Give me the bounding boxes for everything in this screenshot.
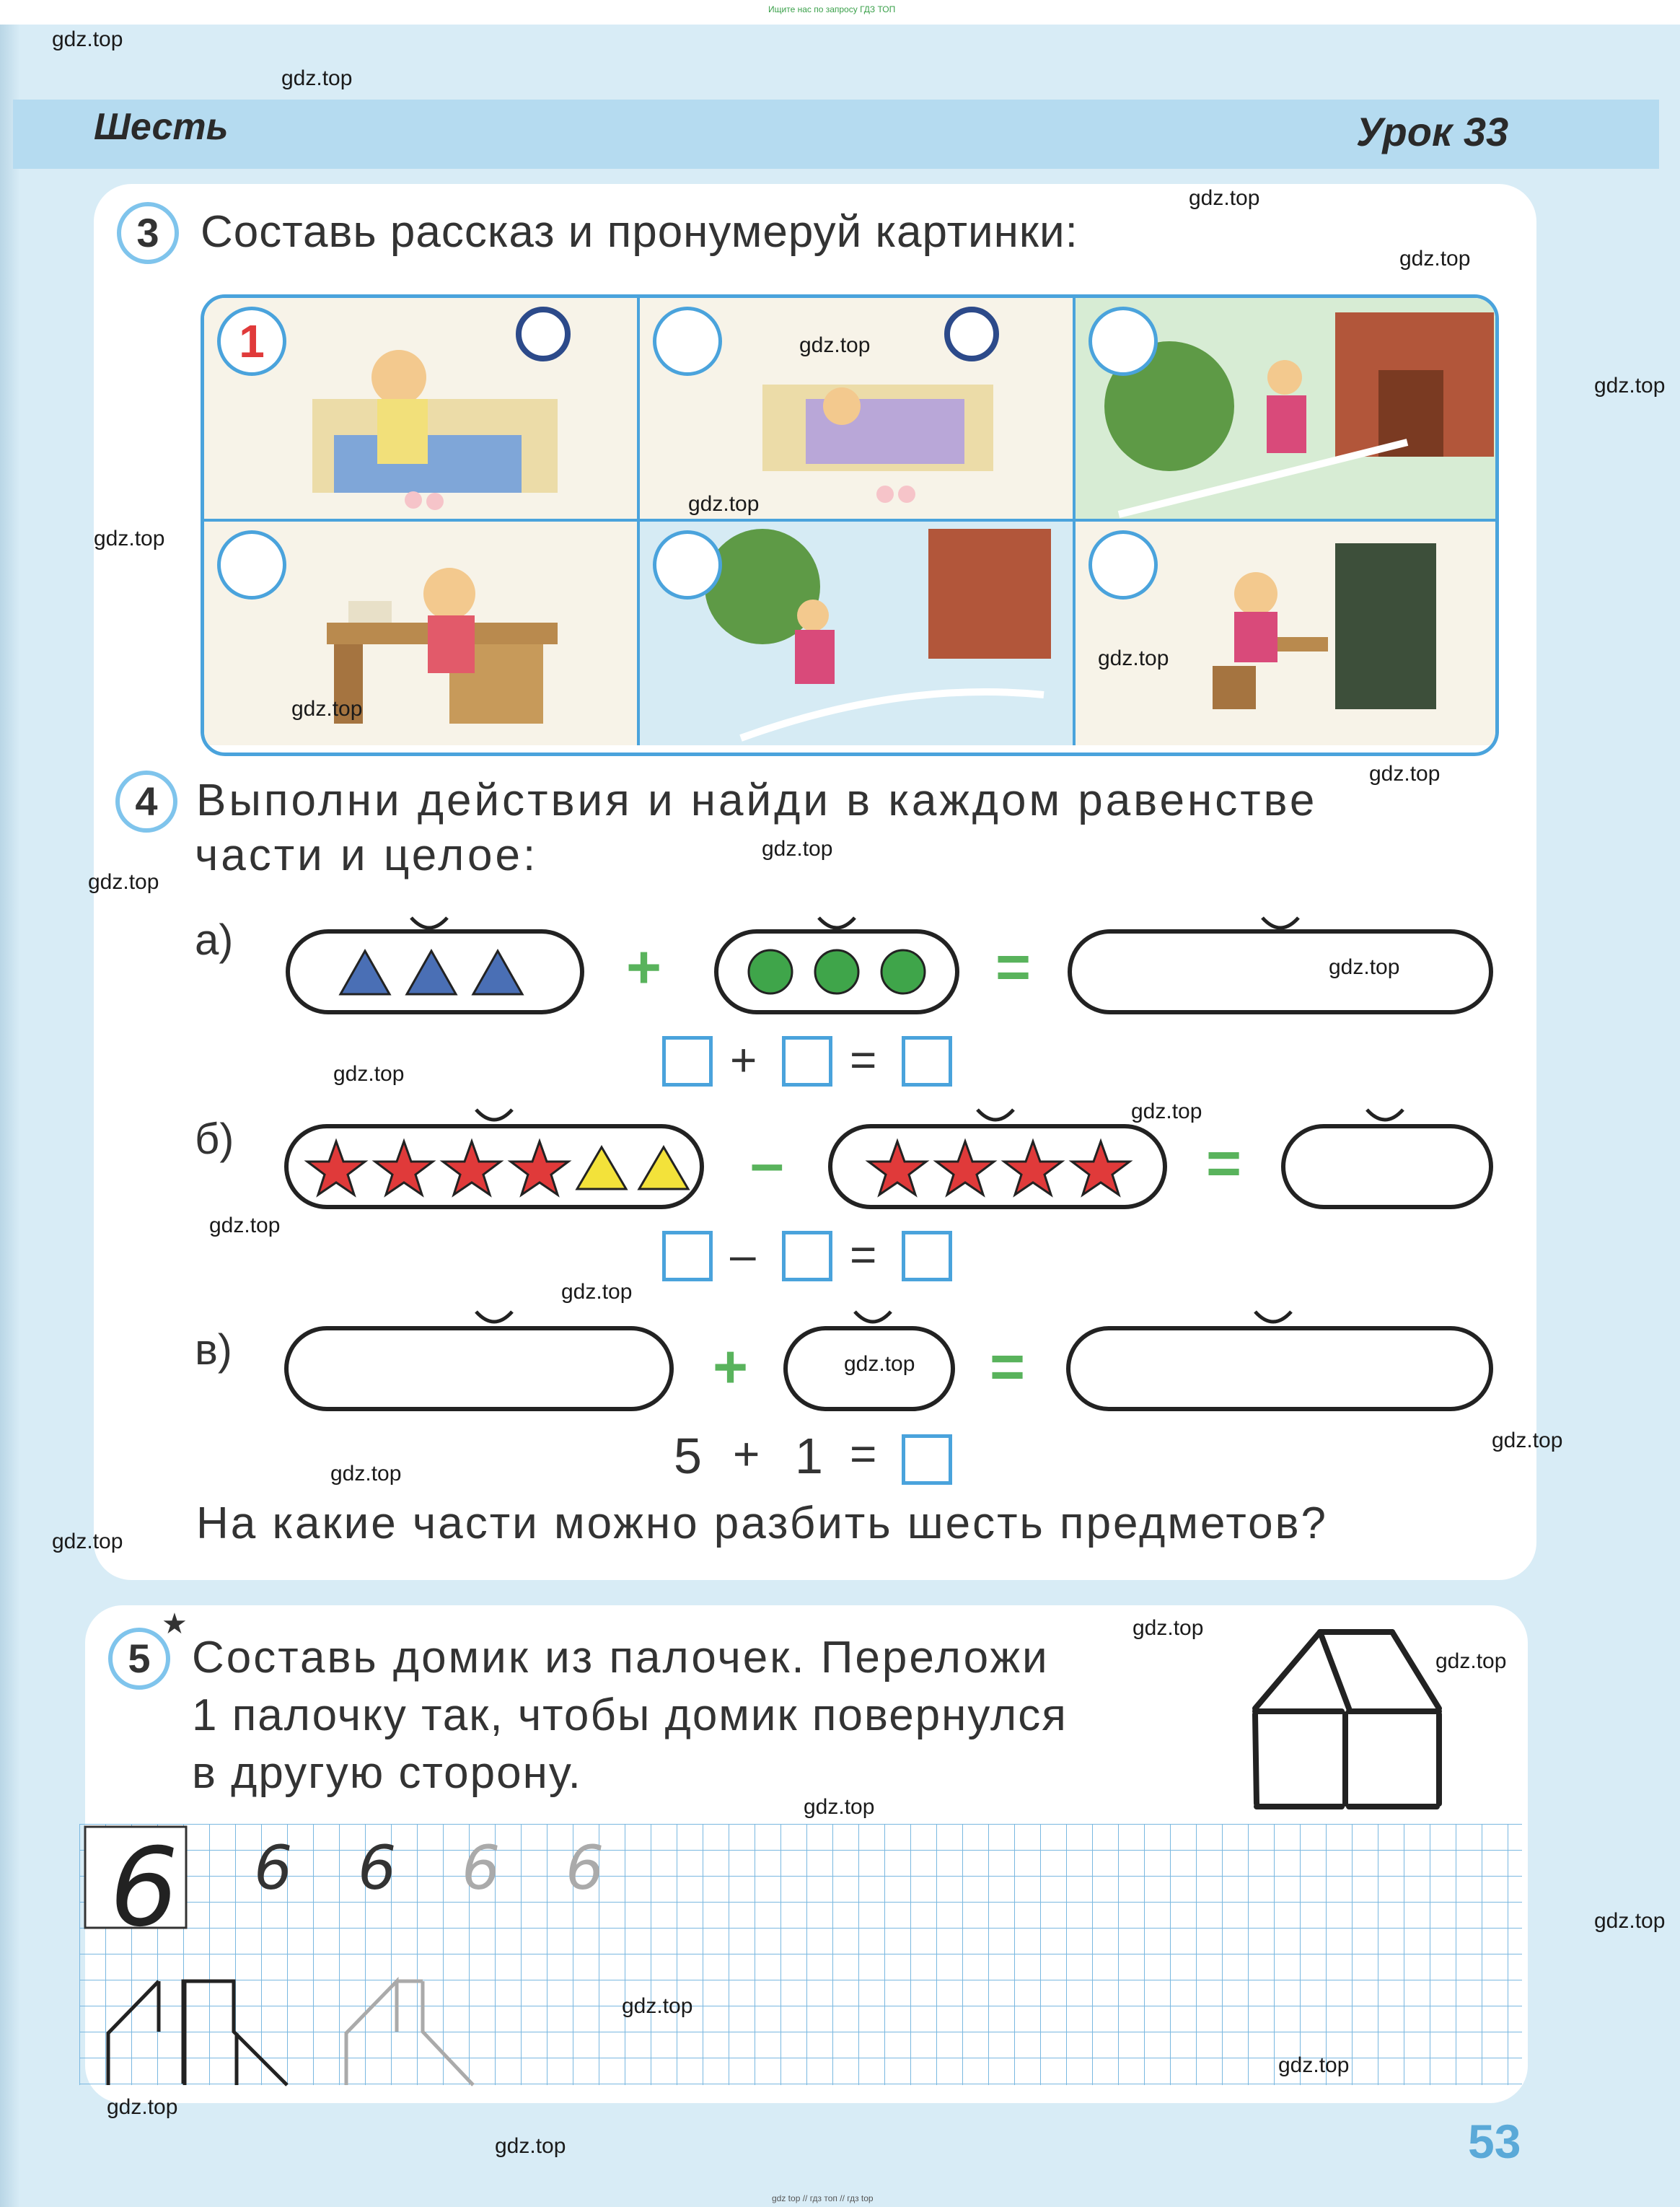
- watermark: gdz.top: [333, 1062, 405, 1086]
- answer-capsule-b[interactable]: [1281, 1124, 1493, 1209]
- equals-sign: =: [990, 1333, 1026, 1400]
- watermark: gdz.top: [88, 870, 159, 894]
- watermark: gdz.top: [209, 1214, 281, 1237]
- task-4-question: На какие части можно разбить шесть предметов?: [196, 1499, 1328, 1548]
- row-b-label: б): [195, 1115, 234, 1163]
- sample-digit-six: 6: [462, 1833, 501, 1903]
- watermark: gdz.top: [1278, 2053, 1350, 2077]
- watermark: gdz.top: [688, 492, 760, 516]
- copybook-grid: [79, 1824, 1522, 2087]
- answer-capsule-c1[interactable]: [284, 1326, 674, 1411]
- watermark: gdz.top: [52, 27, 123, 51]
- task-4-line1: Выполни действия и найди в каждом равенстве: [196, 776, 1318, 825]
- watermark: gdz.top: [1098, 646, 1169, 670]
- row-a-label: а): [195, 916, 234, 964]
- watermark: gdz.top: [561, 1280, 633, 1304]
- lesson-topic: Шесть: [94, 106, 229, 148]
- plus-sign: +: [626, 933, 662, 1001]
- top-note: Ищите нас по запросу ГДЗ ТОП: [768, 4, 896, 14]
- watermark: gdz.top: [804, 1795, 875, 1819]
- answer-box[interactable]: [662, 1231, 713, 1281]
- task-3-badge: 3: [117, 202, 179, 264]
- row-c-label: в): [195, 1325, 232, 1374]
- sample-digit-six: 6: [254, 1833, 293, 1903]
- watermark: gdz.top: [107, 2095, 178, 2119]
- sample-digit-six: 6: [566, 1833, 604, 1903]
- watermark: gdz.top: [762, 837, 833, 861]
- watermark: gdz.top: [495, 2134, 566, 2158]
- page-number: 53: [1468, 2115, 1521, 2168]
- traced-digit-six: 6: [110, 1825, 179, 1951]
- task-5-badge: 5: [108, 1628, 170, 1690]
- watermark: gdz.top: [94, 527, 165, 550]
- equals-sign: =: [995, 933, 1032, 1001]
- expr-one: 1: [795, 1428, 823, 1484]
- task-4-line2: части и целое:: [195, 830, 539, 880]
- watermark: gdz.top: [281, 66, 353, 90]
- watermark: gdz.top: [1594, 374, 1666, 398]
- box-equals: =: [850, 1229, 877, 1281]
- box-minus: –: [730, 1229, 756, 1281]
- box-plus: +: [730, 1034, 757, 1086]
- sample-digit-six: 6: [358, 1833, 397, 1903]
- task-4-badge: 4: [115, 771, 177, 833]
- task-5-line1: Составь домик из палочек. Переложи: [192, 1633, 1050, 1682]
- watermark: gdz.top: [291, 697, 363, 721]
- answer-box[interactable]: [902, 1434, 952, 1485]
- red-stars: [832, 1128, 1163, 1205]
- stars-and-triangles: [289, 1128, 700, 1205]
- answer-box[interactable]: [902, 1231, 952, 1281]
- expr-plus: +: [733, 1428, 760, 1480]
- task-3-text: Составь рассказ и пронумеруй картинки:: [201, 207, 1078, 257]
- watermark: gdz.top: [1133, 1616, 1204, 1640]
- picture-number-1: 1: [217, 307, 286, 376]
- box-equals: =: [850, 1034, 877, 1086]
- watermark: gdz.top: [844, 1352, 915, 1376]
- watermark: gdz.top: [1369, 762, 1441, 786]
- expr-five: 5: [674, 1428, 702, 1484]
- watermark: gdz.top: [1131, 1100, 1202, 1123]
- watermark: gdz.top: [1189, 186, 1260, 210]
- watermark: gdz.top: [622, 1994, 693, 2018]
- minus-sign: –: [750, 1129, 784, 1197]
- stars-triangles-capsule: [284, 1124, 704, 1209]
- matchstick-house-icon: [1241, 1623, 1457, 1815]
- answer-box[interactable]: [902, 1036, 952, 1087]
- answer-box[interactable]: [662, 1036, 713, 1087]
- watermark: gdz.top: [1399, 247, 1471, 271]
- watermark: gdz.top: [330, 1462, 402, 1486]
- stars-capsule: [828, 1124, 1167, 1209]
- watermark: gdz.top: [1435, 1649, 1507, 1673]
- task-5-line2: 1 палочку так, чтобы домик повернулся: [192, 1690, 1068, 1740]
- star-difficulty-icon: ★: [162, 1608, 188, 1640]
- lesson-number: Урок 33: [1356, 109, 1509, 154]
- expr-equals: =: [850, 1428, 877, 1480]
- answer-capsule-c3[interactable]: [1066, 1326, 1493, 1411]
- equals-sign: =: [1206, 1129, 1242, 1197]
- watermark: gdz.top: [799, 333, 871, 357]
- watermark: gdz.top: [1594, 1909, 1666, 1933]
- task-5-line3: в другую сторону.: [192, 1748, 582, 1798]
- answer-box[interactable]: [782, 1231, 832, 1281]
- watermark: gdz.top: [1329, 955, 1400, 979]
- plus-sign: +: [713, 1333, 749, 1400]
- bottom-note: gdz top // гдз топ // гдз top: [772, 2193, 874, 2203]
- watermark: gdz.top: [52, 1530, 123, 1553]
- watermark: gdz.top: [1492, 1429, 1563, 1452]
- answer-box[interactable]: [782, 1036, 832, 1087]
